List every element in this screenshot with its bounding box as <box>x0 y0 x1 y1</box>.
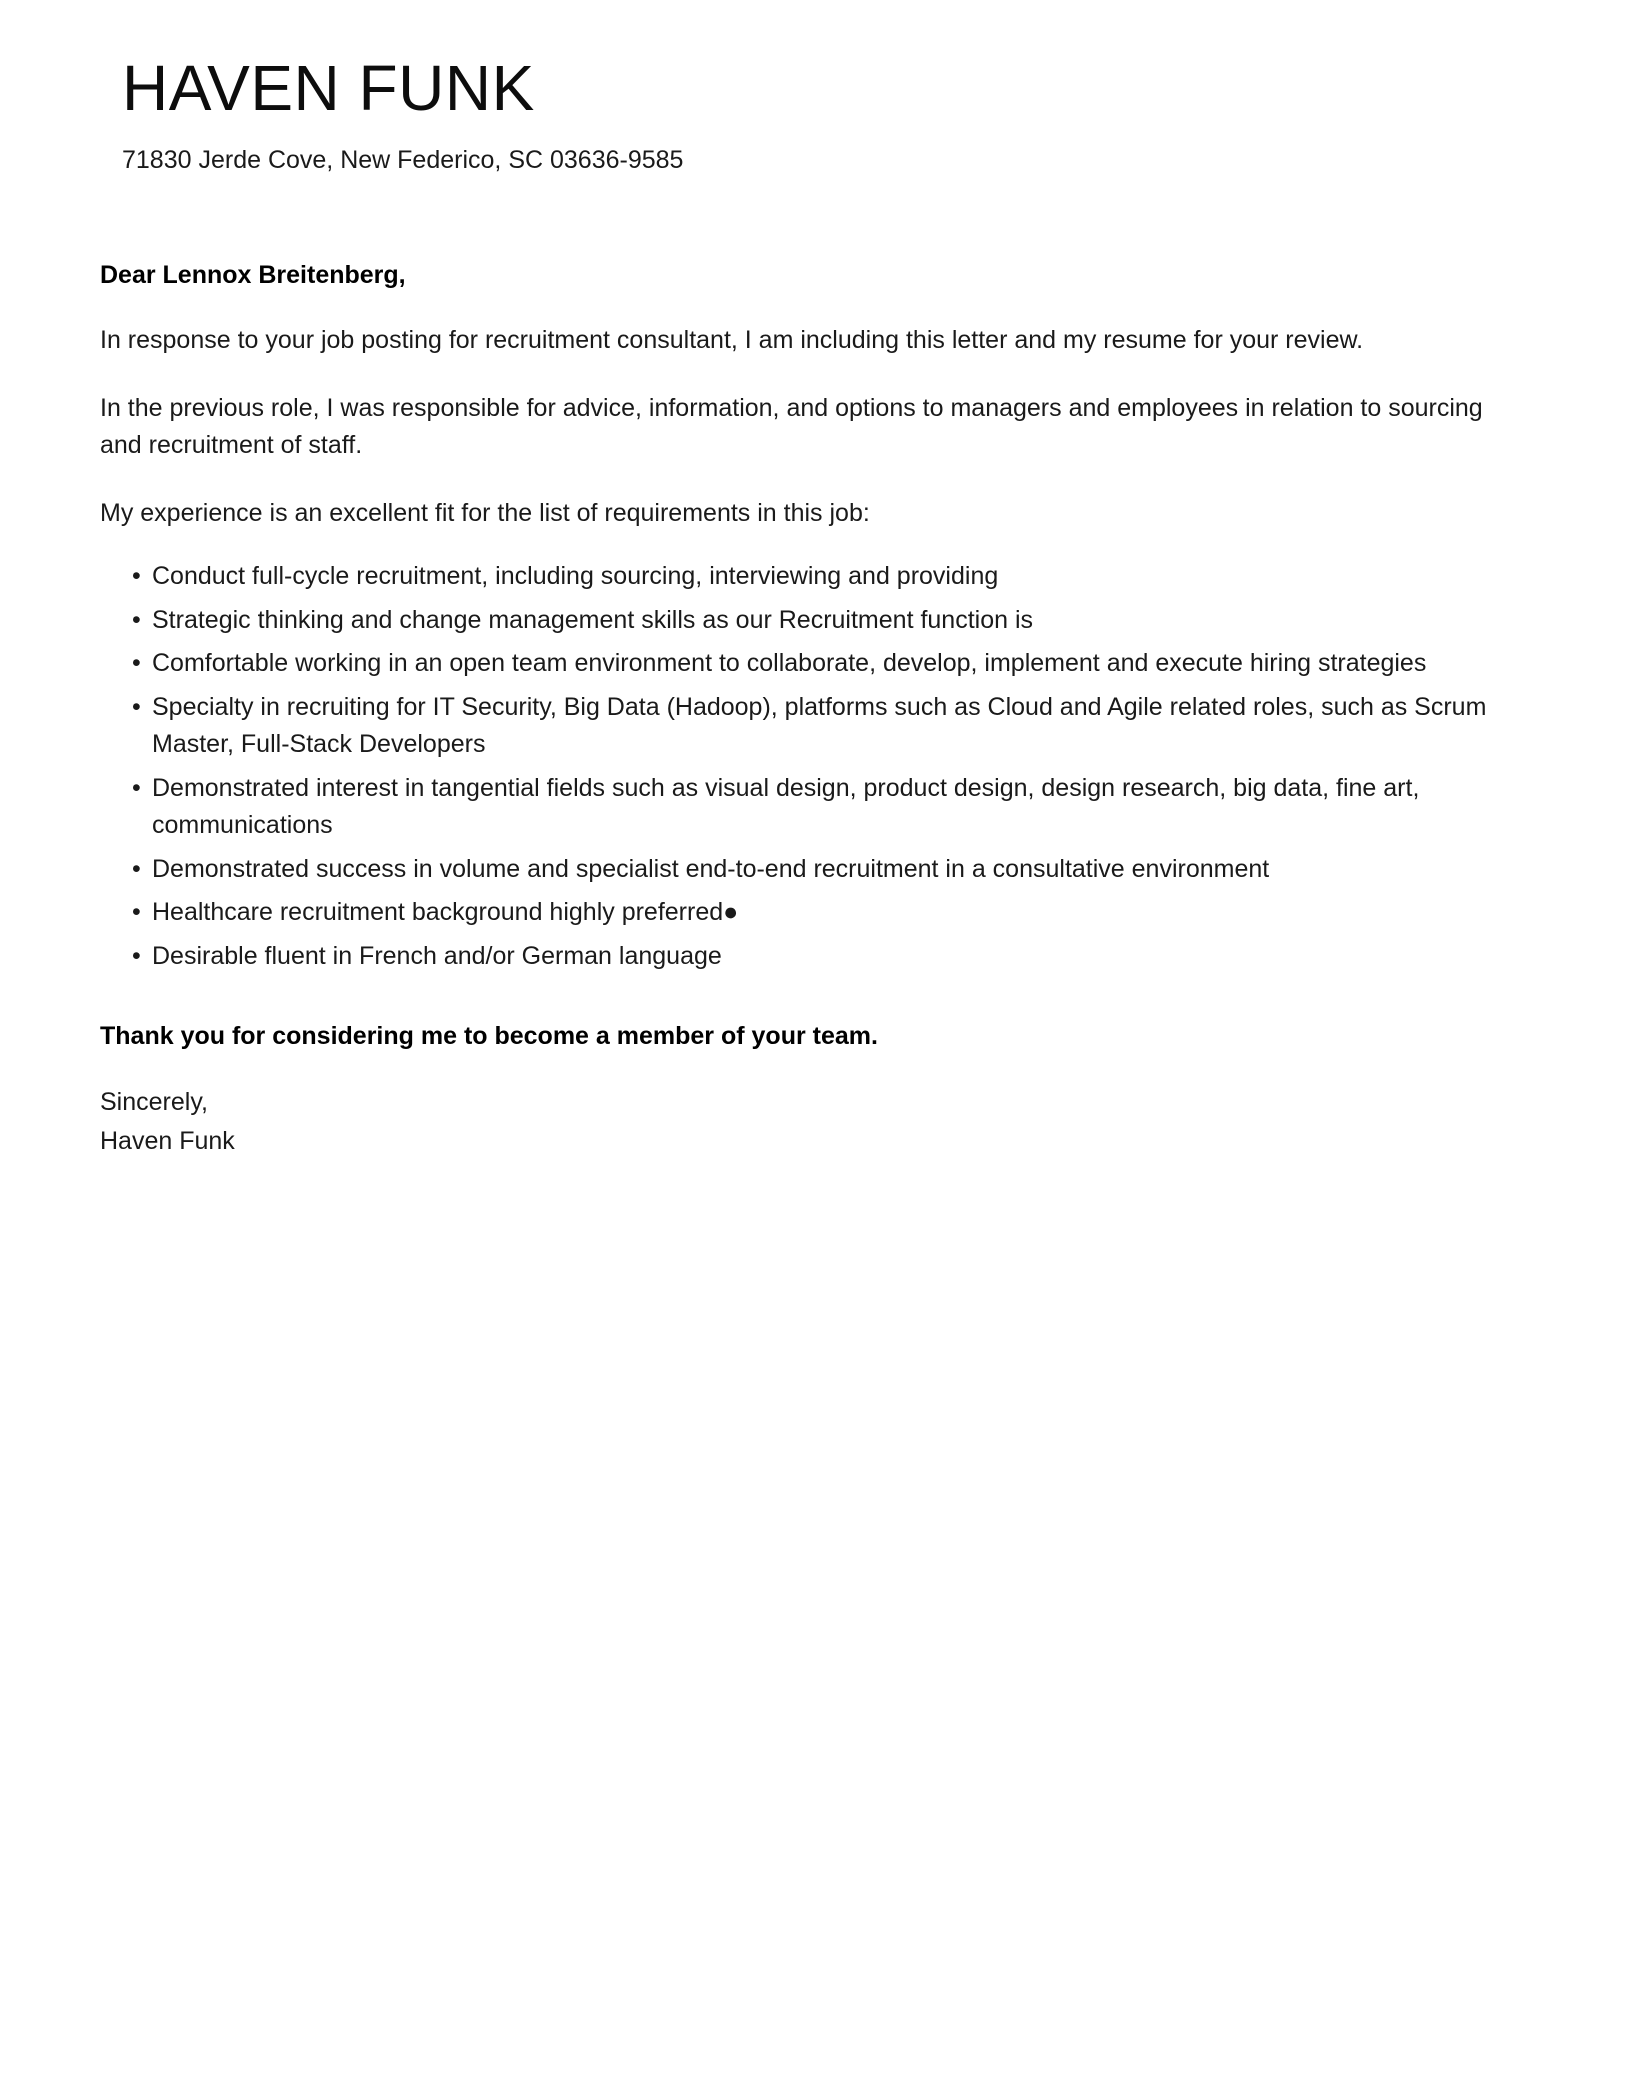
list-item: • Specialty in recruiting for IT Security, Big Data (Hadoop), platforms such as Cloud and Agile related roles, such as Scrum Master, Full-Stack Developers <box>100 683 1512 764</box>
paragraph-intro: In response to your job posting for recruitment consultant, I am including this letter and my resume for your review. <box>100 326 1364 355</box>
closing-statement: Thank you for considering me to become a member of your team. <box>100 1022 878 1051</box>
paragraph-requirements-lead: My experience is an excellent fit for the list of requirements in this job: <box>100 498 870 527</box>
list-item: • Demonstrated success in volume and specialist end-to-end recruitment in a consultative environment <box>100 845 1512 889</box>
list-item: • Demonstrated interest in tangential fields such as visual design, product design, design research, big data, fine art, communications <box>100 764 1512 845</box>
list-item: • Conduct full-cycle recruitment, including sourcing, interviewing and providing <box>100 552 1512 596</box>
signoff-name: Haven Funk <box>100 1126 235 1155</box>
applicant-address: 71830 Jerde Cove, New Federico, SC 03636-9585 <box>122 146 684 174</box>
letter-content <box>100 0 1520 1159</box>
signoff: Sincerely, <box>100 1088 208 1117</box>
list-item: • Healthcare recruitment background highly preferred● <box>100 888 1512 932</box>
salutation: Dear Lennox Breitenberg, <box>100 260 406 289</box>
list-item: • Strategic thinking and change management skills as our Recruitment function is <box>100 596 1512 640</box>
qualifications-list <box>100 532 1520 975</box>
list-item: • Comfortable working in an open team environment to collaborate, develop, implement and execute hiring strategies <box>100 639 1512 683</box>
page-title: HAVEN FUNK <box>122 52 535 124</box>
list-item: • Desirable fluent in French and/or German language <box>100 932 1512 976</box>
letter-body <box>100 177 1520 1159</box>
paragraph-experience: In the previous role, I was responsible for advice, information, and options to managers and employees in relation to sourcing and recruitment of staff. <box>100 393 1483 460</box>
